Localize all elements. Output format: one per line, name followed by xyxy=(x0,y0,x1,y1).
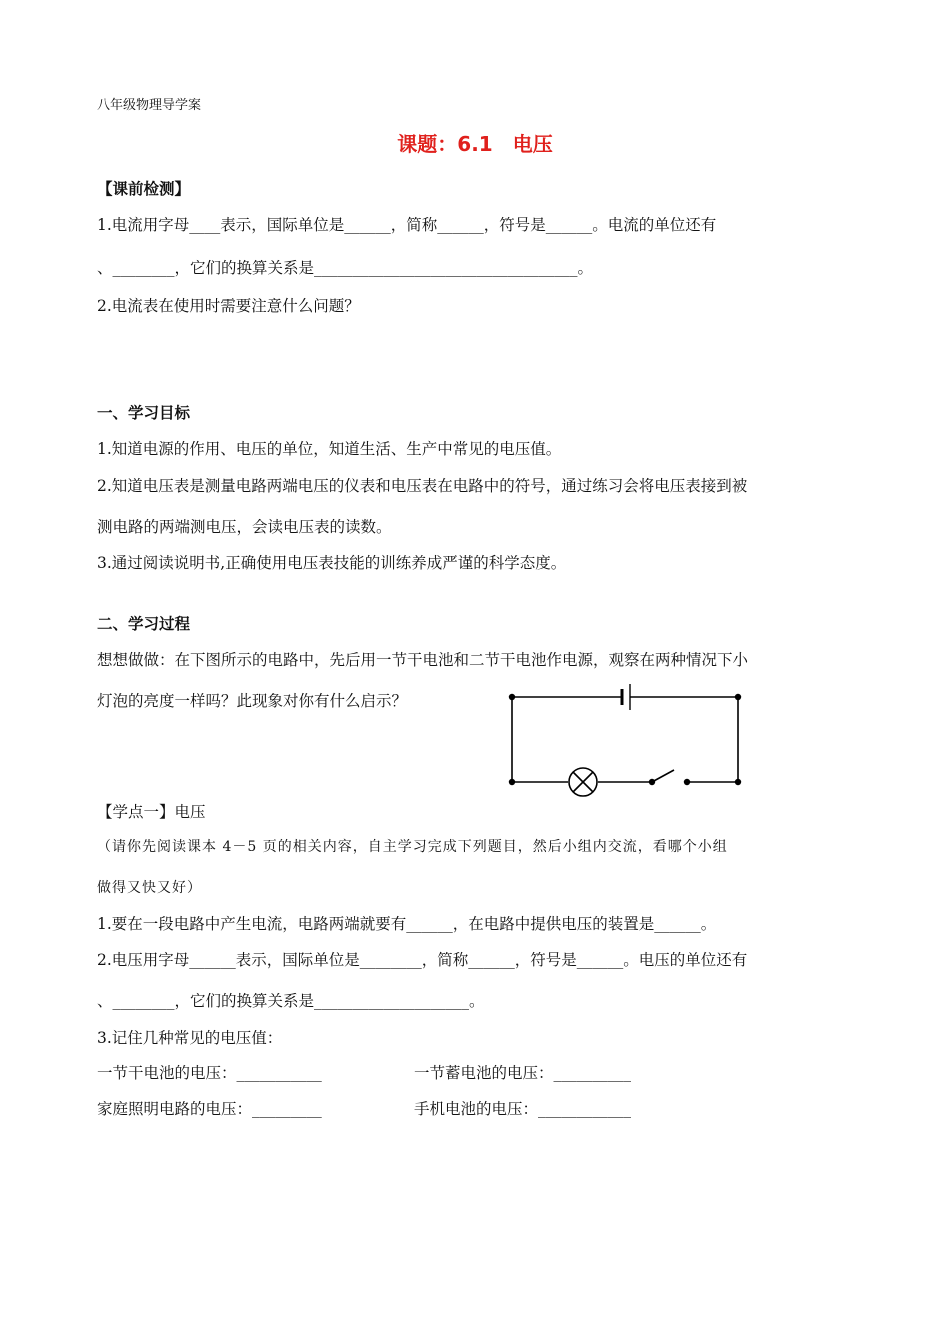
think-line1: 想想做做：在下图所示的电路中，先后用一节干电池和二节干电池作电源，观察在两种情况下小 xyxy=(97,651,749,669)
goal-2-line2: 测电路的两端测电压，会读电压表的读数。 xyxy=(97,518,392,536)
point1-q2-line2: 、________，它们的换算关系是____________________。 xyxy=(97,992,485,1010)
point1-q2-line1: 2.电压用字母______表示，国际单位是________，简称______，符号是______。电压的单位还有 xyxy=(97,951,748,969)
point1-heading: 【学点一】电压 xyxy=(97,803,206,821)
circuit-diagram xyxy=(500,680,760,800)
think-line2: 灯泡的亮度一样吗？此现象对你有什么启示？ xyxy=(97,692,408,710)
voltage-storage-battery: 一节蓄电池的电压：__________ xyxy=(414,1064,632,1082)
point1-note-line1: （请你先阅读课本 4－5 页的相关内容，自主学习完成下列题目，然后小组内交流，看哪个小组 xyxy=(97,839,728,855)
voltage-household: 家庭照明电路的电压：_________ xyxy=(97,1100,322,1118)
point1-q1: 1.要在一段电路中产生电流，电路两端就要有______，在电路中提供电压的装置是______。 xyxy=(97,915,717,933)
junction-dots xyxy=(509,694,741,785)
pre-check-q1-line1: 1.电流用字母____表示，国际单位是______，简称______，符号是______。电流的单位还有 xyxy=(97,216,717,234)
point1-note-line2: 做得又快又好） xyxy=(97,880,202,896)
pre-check-q1-line2: 、________，它们的换算关系是__________________________________。 xyxy=(97,259,594,277)
page-title: 课题：6.1 电压 xyxy=(397,132,553,156)
goal-2-line1: 2.知道电压表是测量电路两端电压的仪表和电压表在电路中的符号，通过练习会将电压表接到被 xyxy=(97,477,748,495)
switch-icon xyxy=(652,770,674,782)
goal-1: 1.知道电源的作用、电压的单位，知道生活、生产中常见的电压值。 xyxy=(97,440,562,458)
goals-heading: 一、学习目标 xyxy=(97,404,191,422)
document-header: 八年级物理导学案 xyxy=(97,98,202,113)
process-heading: 二、学习过程 xyxy=(97,615,191,633)
pre-check-heading: 【课前检测】 xyxy=(97,180,191,198)
voltage-dry-cell: 一节干电池的电压：___________ xyxy=(97,1064,322,1082)
goal-3: 3.通过阅读说明书,正确使用电压表技能的训练养成严谨的科学态度。 xyxy=(97,554,567,572)
lamp-icon xyxy=(569,768,597,796)
point1-q3: 3.记住几种常见的电压值： xyxy=(97,1029,283,1047)
pre-check-q2: 2.电流表在使用时需要注意什么问题？ xyxy=(97,297,360,315)
battery-icon xyxy=(622,684,630,710)
voltage-phone-battery: 手机电池的电压：____________ xyxy=(414,1100,632,1118)
